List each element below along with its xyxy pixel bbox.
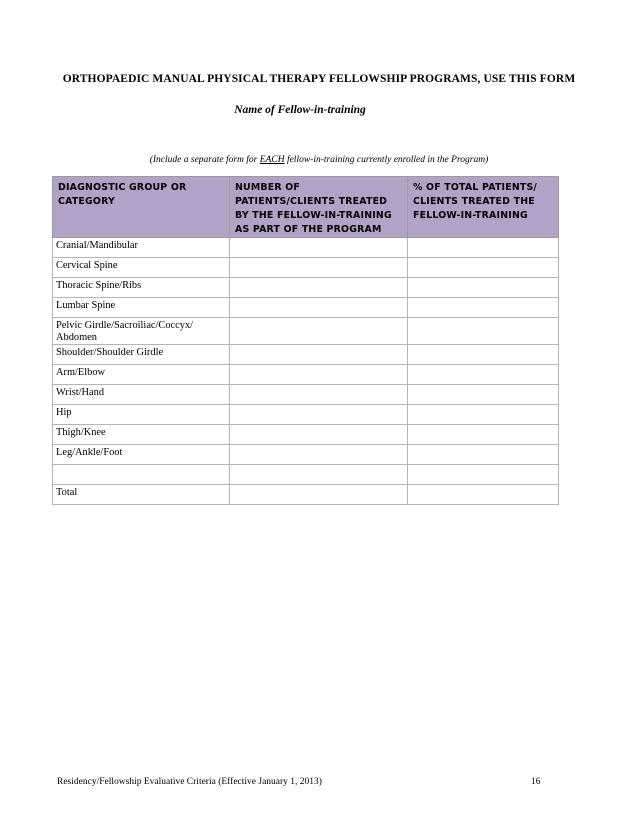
table-row [53,445,559,465]
percent-cell[interactable] [408,238,559,258]
instruction-note [0,155,638,165]
count-cell[interactable] [230,445,408,465]
table-row [53,298,559,318]
count-cell[interactable] [230,385,408,405]
percent-cell[interactable] [408,318,559,345]
table-row [53,345,559,365]
percent-cell[interactable] [408,465,559,485]
percent-cell[interactable] [408,345,559,365]
table-header-row [53,177,559,238]
header-diagnostic-group: DIAGNOSTIC GROUP OR CATEGORY [53,177,230,238]
count-cell[interactable] [230,345,408,365]
count-cell[interactable] [230,405,408,425]
category-cell: Thigh/Knee [53,425,230,445]
count-cell[interactable] [230,318,408,345]
note-text-before: (Include a separate form for [149,155,260,165]
category-cell: Thoracic Spine/Ribs [53,278,230,298]
percent-cell[interactable] [408,485,559,505]
category-cell: Cervical Spine [53,258,230,278]
table-row [53,238,559,258]
table-row [53,385,559,405]
table-row [53,278,559,298]
page-number: 16 [531,777,541,787]
count-cell[interactable] [230,485,408,505]
table-row [53,258,559,278]
table-row [53,365,559,385]
table-row [53,425,559,445]
category-cell: Leg/Ankle/Foot [53,445,230,465]
count-cell[interactable] [230,465,408,485]
category-cell: Hip [53,405,230,425]
percent-cell[interactable] [408,385,559,405]
count-cell[interactable] [230,298,408,318]
header-number-of-patients: NUMBER OF PATIENTS/CLIENTS TREATED BY THE FELLOW-IN-TRAINING AS PART OF THE PROGRAM [230,177,408,238]
count-cell[interactable] [230,425,408,445]
category-cell: Arm/Elbow [53,365,230,385]
header-percent-of-total: % OF TOTAL PATIENTS/ CLIENTS TREATED THE FELLOW-IN-TRAINING [408,177,559,238]
percent-cell[interactable] [408,278,559,298]
footer-document-title: Residency/Fellowship Evaluative Criteria (Effective January 1, 2013) [57,777,322,787]
table-row [53,465,559,485]
category-cell: Shoulder/Shoulder Girdle [53,345,230,365]
count-cell[interactable] [230,238,408,258]
percent-cell[interactable] [408,405,559,425]
category-cell [53,465,230,485]
percent-cell[interactable] [408,425,559,445]
count-cell[interactable] [230,278,408,298]
percent-cell[interactable] [408,365,559,385]
count-cell[interactable] [230,258,408,278]
category-cell: Wrist/Hand [53,385,230,405]
note-emphasis: EACH [259,155,285,165]
percent-cell[interactable] [408,258,559,278]
category-cell: Cranial/Mandibular [53,238,230,258]
table-row [53,318,559,345]
note-text-after: fellow-in-training currently enrolled in the Program) [284,155,489,165]
count-cell[interactable] [230,365,408,385]
form-title: ORTHOPAEDIC MANUAL PHYSICAL THERAPY FELLOWSHIP PROGRAMS, USE THIS FORM [62,73,576,85]
category-cell: Total [53,485,230,505]
category-cell: Lumbar Spine [53,298,230,318]
table-row [53,405,559,425]
category-cell: Pelvic Girdle/Sacroiliac/Coccyx/ Abdomen [53,318,230,345]
patient-category-table [52,176,559,505]
fellow-name-label: Name of Fellow-in-training [234,104,366,116]
percent-cell[interactable] [408,298,559,318]
table-row [53,485,559,505]
percent-cell[interactable] [408,445,559,465]
